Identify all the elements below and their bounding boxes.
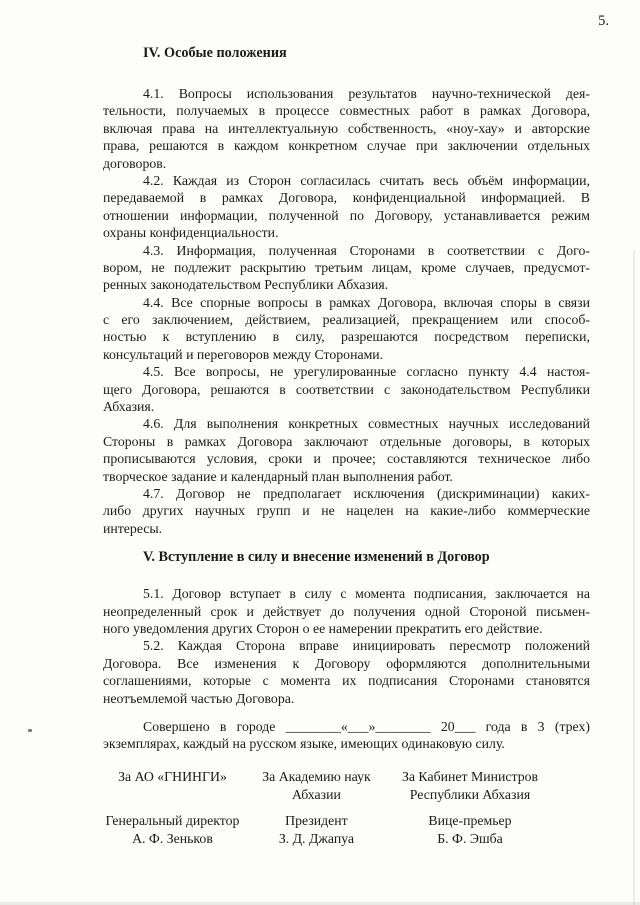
- paragraph-line: либо других научных групп и не нацелен на какие-либо коммерческие: [103, 503, 590, 519]
- section-heading: IV. Особые положения: [143, 45, 287, 61]
- paragraph-line: прописываются условия, сроки и прочее; составляются техническое либо: [103, 451, 590, 467]
- signatory-name: З. Д. Джапуа: [278, 830, 355, 846]
- paragraph-line: ностью к вступлению в силу, разрешаются посредством переписки,: [103, 329, 590, 345]
- paragraph-line: вором, не подлежит раскрытию третьим лицам, кроме случаев, предусмот-: [103, 259, 590, 275]
- page-number: 5.: [598, 13, 609, 29]
- signatory-party-line: За АО «ГНИНГИ»: [118, 768, 227, 784]
- paragraph-line: Договора. Все изменения к Договору оформляются дополнительными: [103, 655, 590, 671]
- section-heading: V. Вступление в силу и внесение изменений в Договор: [143, 549, 490, 566]
- paragraph-line: 4.6. Для выполнения конкретных совместных научных исследований: [143, 416, 590, 432]
- signatory-party: [388, 768, 552, 805]
- signatory-party-line: За Кабинет Министров: [401, 768, 539, 784]
- paragraph-line: отношении информации, полученной по Договору, устанавливается режим: [103, 207, 590, 223]
- signatory-title: Вице-премьер: [428, 812, 512, 828]
- paragraph-line: передаваемой в рамках Договора, конфиденциальной информацией. В: [103, 190, 590, 206]
- signatory-party: [100, 768, 245, 805]
- scan-artifact-right-edge: [633, 250, 635, 905]
- signatory-party-line: За Академию наук: [262, 768, 371, 784]
- signatory-party: [245, 768, 388, 805]
- paragraph-line: включая права на интеллектуальную собственность, «ноу-хау» и авторские: [103, 120, 590, 136]
- paragraph-line: консультаций и переговоров между Сторонами.: [103, 346, 384, 362]
- paragraph-line: интересы.: [103, 520, 163, 536]
- paragraph-line: соглашениями, которые с момента их подписания Сторонами становятся: [103, 673, 590, 689]
- contract-body: [103, 45, 590, 707]
- paragraph-line: 4.2. Каждая из Сторон согласилась считать весь объём информации,: [143, 172, 590, 188]
- closing-line: экземплярах, каждый на русском языке, имеющих одинаковую силу.: [103, 736, 505, 752]
- signatory-title: Генеральный директор: [105, 812, 240, 828]
- paragraph-line: 5.2. Каждая Сторона вправе инициировать пересмотр положений: [143, 638, 590, 654]
- signatory-title: Президент: [285, 812, 348, 828]
- signatory-name: Б. Ф. Эшба: [437, 830, 503, 846]
- paragraph-line: договоров.: [103, 155, 167, 171]
- paragraph-line: неотъемлемой частью Договора.: [103, 690, 295, 706]
- paragraph-line: ного уведомления других Сторон о ее намерении прекратить его действие.: [103, 620, 543, 636]
- signatory-party-line: Республики Абхазия: [409, 786, 531, 802]
- paragraph-line: тельности, получаемых в процессе совместных работ в рамках Договора,: [103, 103, 590, 119]
- paragraph-line: с его заключением, действием, реализацией, прекращением или способ-: [103, 312, 590, 328]
- signature-column: [245, 768, 388, 848]
- signatory-name: А. Ф. Зеньков: [132, 830, 213, 846]
- paragraph-line: щего Договора, решаются в соответствии с законодательством Республики: [103, 381, 590, 397]
- signature-block: [100, 768, 552, 848]
- paragraph-line: 4.7. Договор не предполагает исключения (дискриминации) каких-: [143, 485, 590, 501]
- scan-artifact-speck: [28, 729, 32, 732]
- paragraph-line: ренных законодательством Республики Абхазия.: [103, 277, 389, 293]
- document-content: [103, 45, 590, 848]
- paragraph-line: Стороны в рамках Договора заключают отдельные договоры, в которых: [103, 433, 590, 449]
- closing-clause: [103, 718, 590, 753]
- signature-column: [388, 768, 552, 848]
- paragraph-line: 4.4. Все спорные вопросы в рамках Договора, включая споры в связи: [143, 294, 590, 310]
- signatory-party-line: Абхазии: [292, 786, 341, 802]
- paragraph-line: 4.5. Все вопросы, не урегулированные согласно пункту 4.4 настоя-: [143, 364, 590, 380]
- paragraph-line: творческое задание и календарный план выполнения работ.: [103, 468, 453, 484]
- paragraph-line: Абхазия.: [103, 399, 155, 415]
- paragraph-line: охраны конфиденциальности.: [103, 225, 279, 241]
- paragraph-line: 4.1. Вопросы использования результатов научно-технической дея-: [143, 86, 590, 101]
- paragraph-line: 4.3. Информация, полученная Сторонами в соответствии с Дого-: [143, 242, 590, 258]
- paragraph-line: неопределенный срок и действует до получения одной Стороной письмен-: [103, 603, 590, 619]
- signature-column: [100, 768, 245, 848]
- paragraph-line: права, решаются в каждом конкретном случае при заключении отдельных: [103, 138, 590, 154]
- paragraph-line: 5.1. Договор вступает в силу с момента подписания, заключается на: [143, 586, 590, 602]
- closing-line: Совершено в городе ________«___»________ 20___ года в 3 (трех): [143, 718, 590, 734]
